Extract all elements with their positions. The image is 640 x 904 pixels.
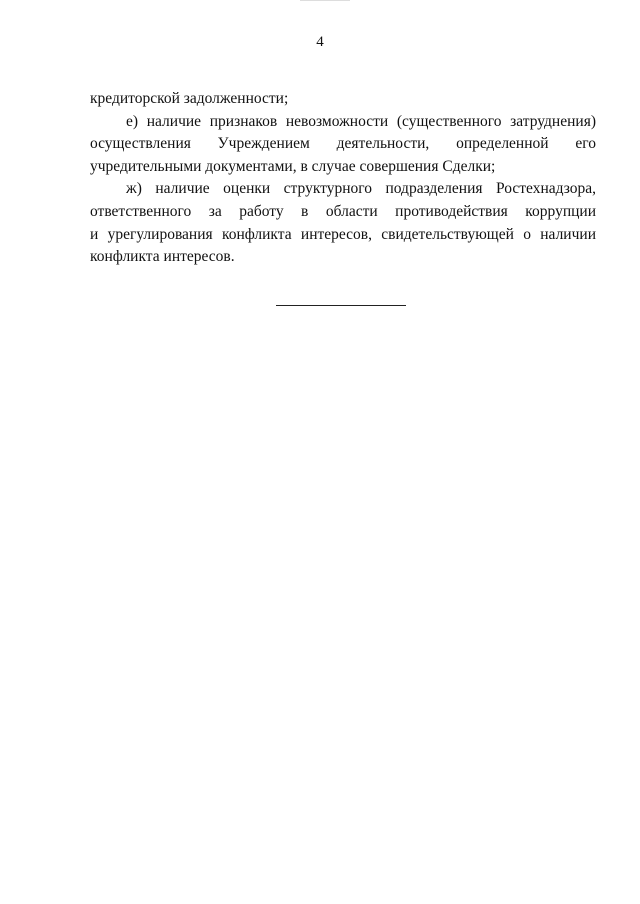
paragraph-zh-line: конфликта интересов. — [90, 248, 235, 266]
text-line: кредиторской задолженности; — [90, 90, 289, 107]
page-number: 4 — [316, 34, 324, 50]
document-body — [90, 88, 596, 269]
paragraph-e-line: е) наличие признаков невозможности (существенного затруднения) — [126, 112, 596, 130]
end-of-text-rule — [276, 305, 406, 306]
paragraph-zh-line: ответственного за работу в области противодействия коррупции — [90, 202, 596, 220]
paragraph-e-line: учредительными документами, в случае совершения Сделки; — [90, 157, 496, 175]
paragraph-zh-line: и урегулирования конфликта интересов, свидетельствующей о наличии — [90, 225, 596, 243]
paragraph-zh-line: ж) наличие оценки структурного подразделения Ростехнадзора, — [126, 180, 596, 198]
paragraph-e-line: осуществления Учреждением деятельности, определенной его — [90, 135, 596, 153]
scan-edge-mark — [300, 0, 350, 1]
